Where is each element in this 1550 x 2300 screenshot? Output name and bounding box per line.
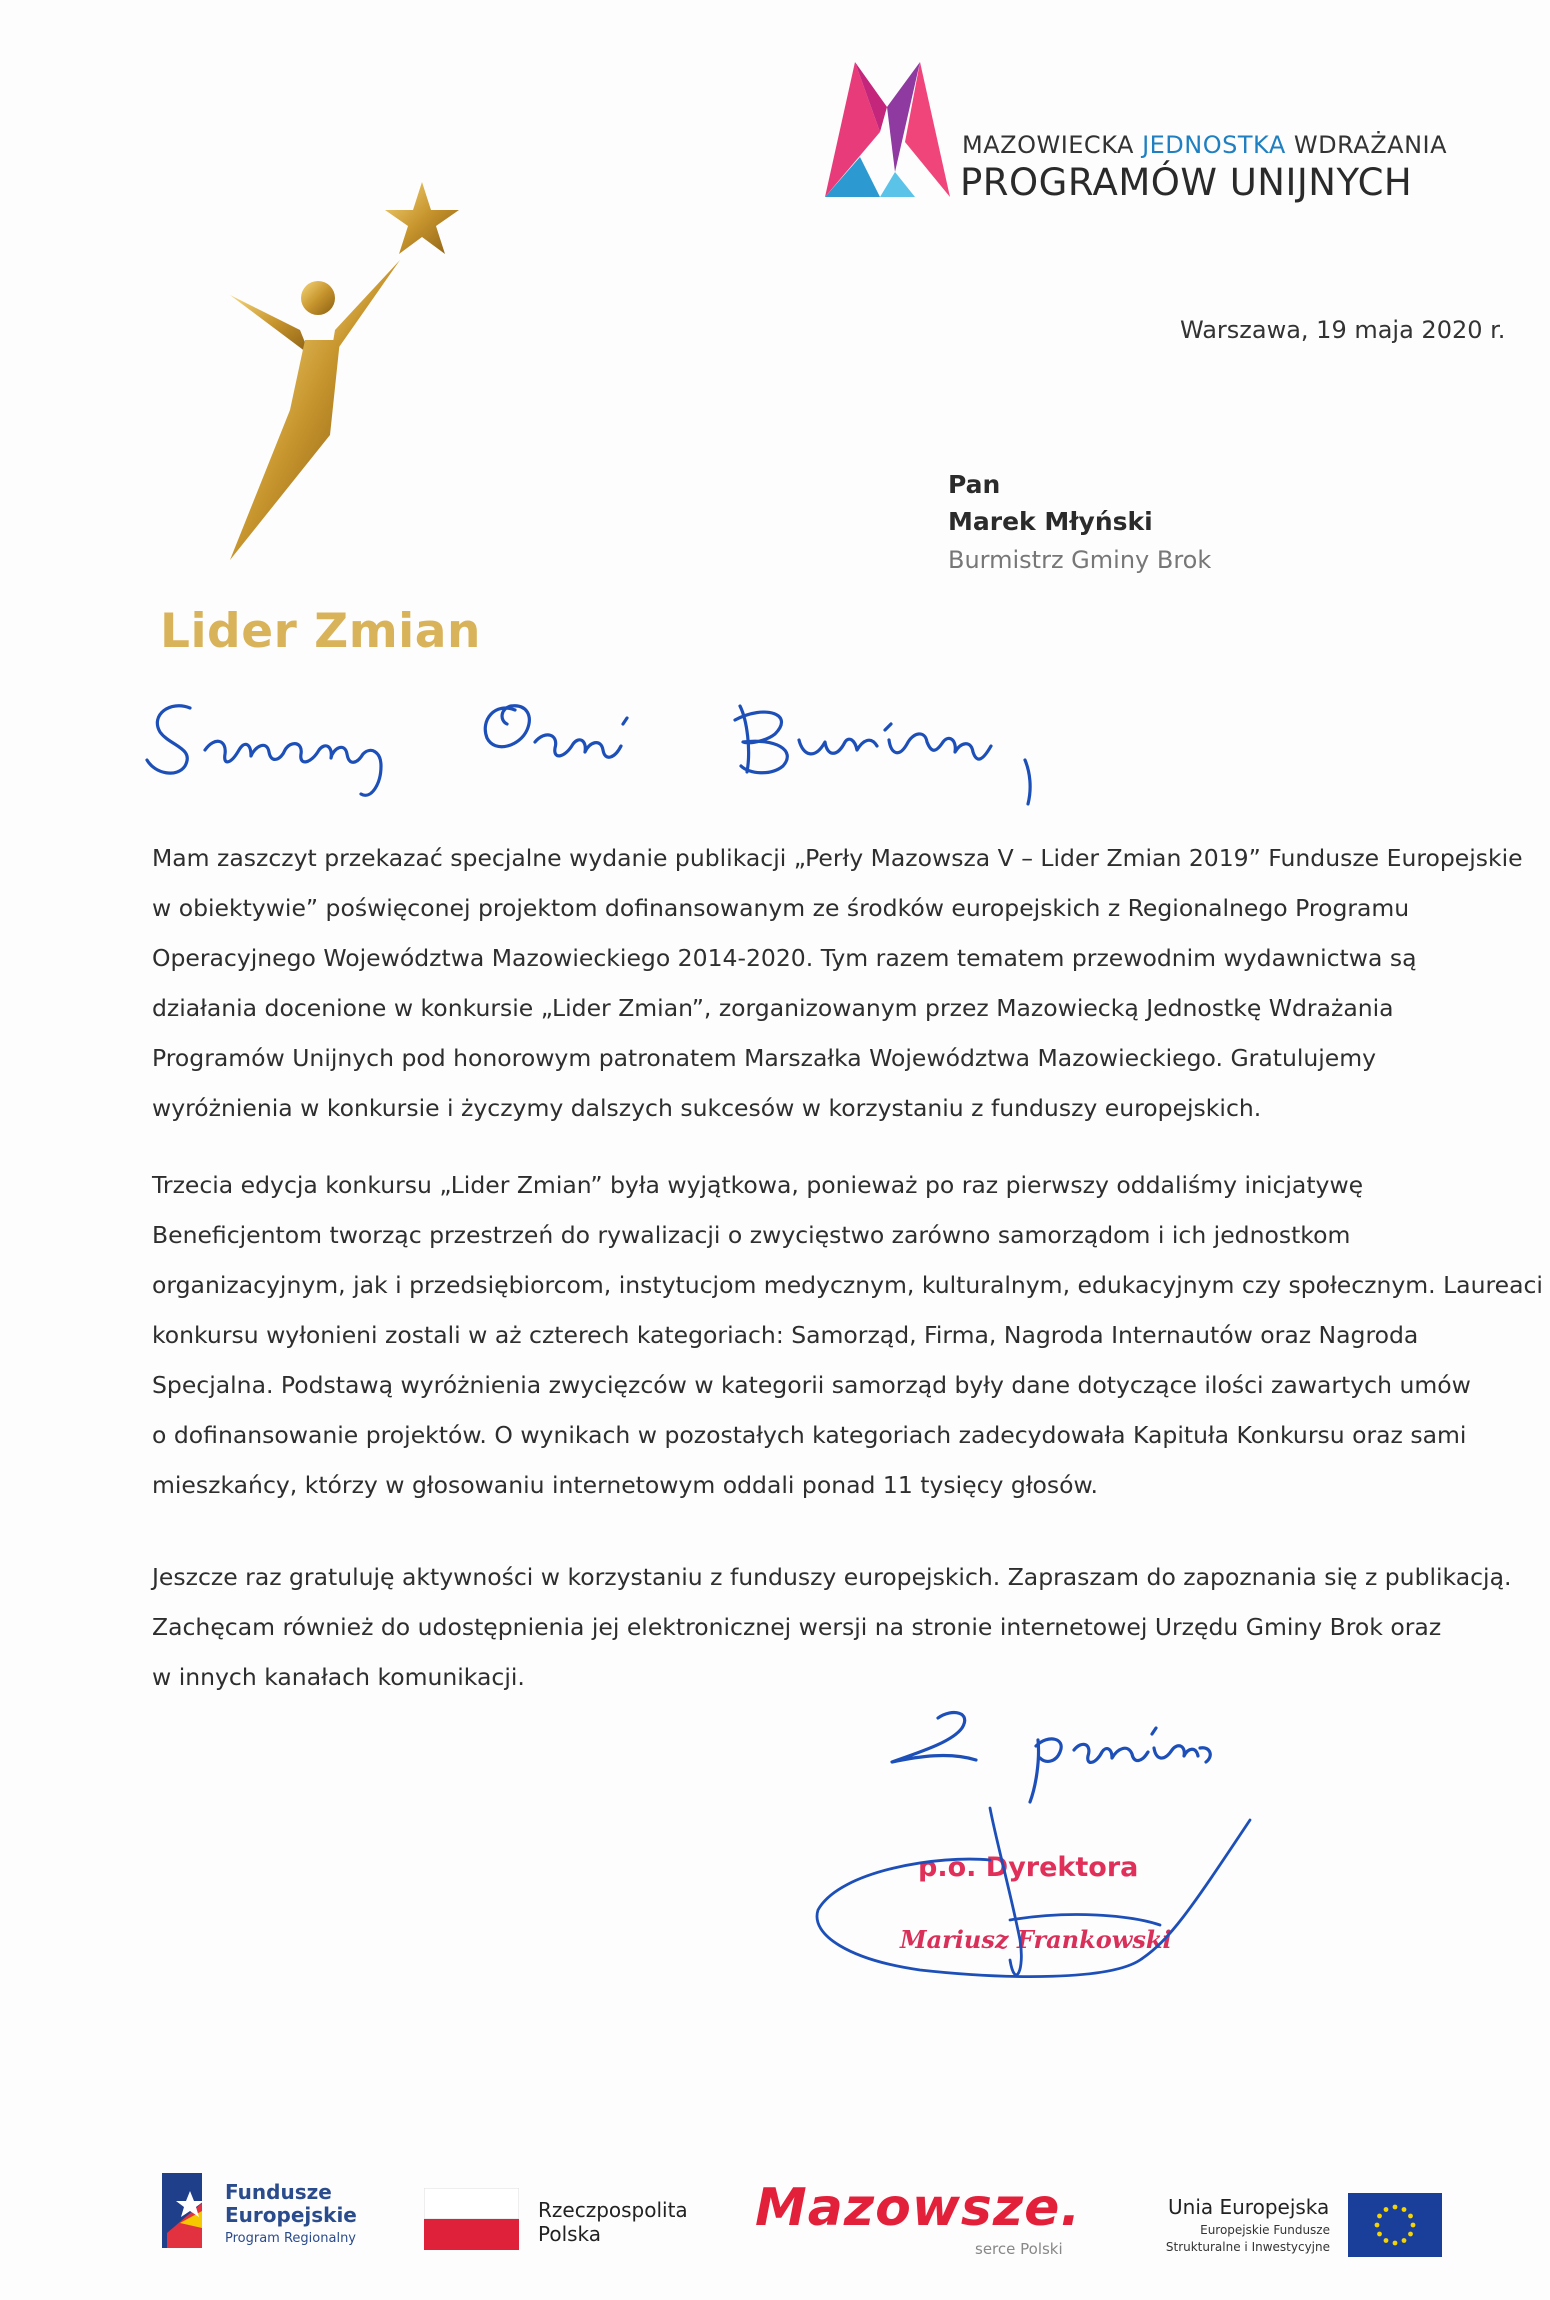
paragraph-line: konkursu wyłonieni zostali w aż czterech kategoriach: Samorząd, Firma, Nagroda Internautów oraz Nagroda <box>152 1321 1419 1349</box>
polish-flag-icon <box>424 2188 519 2250</box>
paragraph-line: Jeszcze raz gratuluję aktywności w korzystaniu z funduszy europejskich. Zapraszam do zapoznania się z publikacją. <box>152 1563 1512 1591</box>
recipient-salutation: Pan <box>948 470 1001 499</box>
handwritten-signature <box>810 1800 1270 2000</box>
paragraph-1 <box>152 833 1523 1133</box>
paragraph-line: organizacyjnym, jak i przedsiębiorcom, instytucjom medycznym, kulturalnym, edukacyjnym czy społecznym. Laureaci <box>152 1271 1543 1299</box>
paragraph-line: w innych kanałach komunikacji. <box>152 1663 525 1691</box>
paragraph-line: o dofinansowanie projektów. O wynikach w pozostałych kategoriach zadecydowała Kapituła Konkursu oraz sami <box>152 1421 1467 1449</box>
paragraph-line: w obiektywie” poświęconej projektom dofinansowanym ze środków europejskich z Regionalnego Programu <box>152 894 1410 922</box>
paragraph-line: Beneficjentom tworząc przestrzeń do rywalizacji o zwycięstwo zarówno samorządom i ich jednostkom <box>152 1221 1351 1249</box>
eu-text-2: Europejskie Fundusze <box>1200 2223 1330 2237</box>
lider-zmian-star-icon <box>215 180 465 560</box>
paragraph-line: Zachęcam również do udostępnienia jej elektronicznej wersji na stronie internetowej Urzędu Gminy Brok oraz <box>152 1613 1442 1641</box>
stamp-role: p.o. Dyrektora <box>918 1852 1139 1883</box>
paragraph-line: działania docenione w konkursie „Lider Zmian”, zorganizowanym przez Mazowiecką Jednostkę Wdrażania <box>152 994 1394 1022</box>
letter-date: Warszawa, 19 maja 2020 r. <box>1180 316 1506 344</box>
recipient-title: Burmistrz Gminy Brok <box>948 546 1212 574</box>
eu-text-3: Strukturalne i Inwestycyjne <box>1165 2240 1330 2254</box>
eu-flag-icon <box>1348 2193 1442 2257</box>
paragraph-line: Mam zaszczyt przekazać specjalne wydanie publikacji „Perły Mazowsza V – Lider Zmian 2019” Fundusze Europejskie <box>152 844 1523 872</box>
stamp-name: Mariusz Frankowski <box>900 1925 1172 1954</box>
mazowsze-logo: Mazowsze. <box>755 2178 1082 2238</box>
mjwpu-logo-icon <box>825 62 950 197</box>
rp-text-1: Rzeczpospolita <box>538 2198 688 2222</box>
org-name-line1: MAZOWIECKA JEDNOSTKA WDRAŻANIA <box>962 131 1448 159</box>
rp-text-2: Polska <box>538 2222 602 2246</box>
paragraph-line: Operacyjnego Województwa Mazowieckiego 2014-2020. Tym razem tematem przewodnim wydawnictwa są <box>152 944 1417 972</box>
paragraph-line: Programów Unijnych pod honorowym patronatem Marszałka Województwa Mazowieckiego. Gratulujemy <box>152 1044 1377 1072</box>
fe-logo-text-1: Fundusze <box>225 2180 332 2204</box>
paragraph-line: Trzecia edycja konkursu „Lider Zmian” była wyjątkowa, ponieważ po raz pierwszy oddaliśmy inicjatywę <box>152 1171 1364 1199</box>
paragraph-line: Specjalna. Podstawą wyróżnienia zwycięzców w kategorii samorząd były dane dotyczące ilości zawartych umów <box>152 1371 1471 1399</box>
handwritten-closing <box>880 1690 1260 1810</box>
fe-logo-text-2: Europejskie <box>225 2203 357 2227</box>
mazowsze-tagline: serce Polski <box>975 2240 1063 2258</box>
paragraph-3 <box>152 1552 1512 1702</box>
fundusze-europejskie-icon <box>162 2173 217 2248</box>
lider-zmian-label: Lider Zmian <box>160 604 481 659</box>
paragraph-line: wyróżnienia w konkursie i życzymy dalszych sukcesów w korzystaniu z funduszy europejskich. <box>152 1094 1262 1122</box>
handwritten-greeting-signature <box>135 680 1055 810</box>
recipient-name: Marek Młyński <box>948 507 1153 536</box>
fe-logo-text-3: Program Regionalny <box>225 2231 356 2246</box>
eu-text-1: Unia Europejska <box>1168 2195 1330 2219</box>
org-name-line2: PROGRAMÓW UNIJNYCH <box>960 161 1413 204</box>
paragraph-line: mieszkańcy, którzy w głosowaniu internetowym oddali ponad 11 tysięcy głosów. <box>152 1471 1099 1499</box>
paragraph-2 <box>152 1160 1543 1510</box>
